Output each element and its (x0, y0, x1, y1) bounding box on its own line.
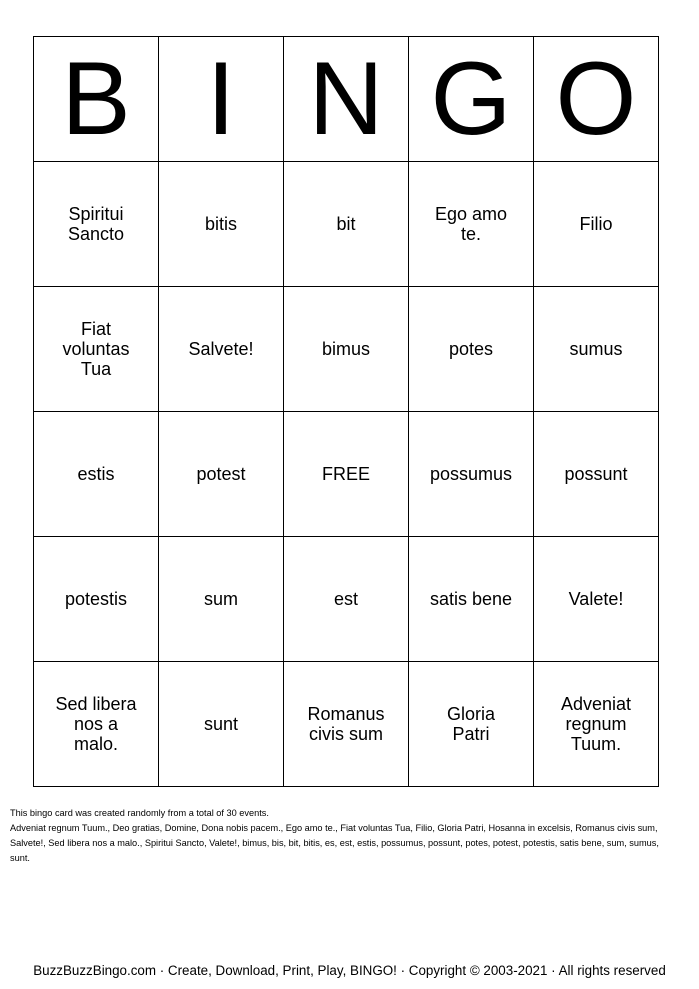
bingo-cell-text: Sed libera nos a malo. (55, 694, 137, 754)
header-letter-b: B (34, 37, 159, 162)
card-info-summary: This bingo card was created randomly from a total of 30 events. (10, 808, 269, 818)
bingo-cell-text: Adveniat regnum Tuum. (560, 694, 632, 754)
bingo-cell-text: Spiritui Sancto (67, 204, 125, 244)
bingo-row-1 (34, 162, 659, 287)
bingo-header-row (34, 37, 659, 162)
bingo-cell-text: Salvete! (188, 339, 254, 359)
page-footer: BuzzBuzzBingo.com · Create, Download, Print, Play, BINGO! · Copyright © 2003-2021 · All rights reserved (33, 963, 666, 978)
bingo-cell-text: potes (448, 339, 494, 359)
bingo-cell-text: bitis (204, 214, 237, 234)
bingo-cell (409, 162, 534, 287)
event-list: Adveniat regnum Tuum., Deo gratias, Domine, Dona nobis pacem., Ego amo te., Fiat voluntas Tua, Filio, Gloria Patri, Hosanna in excelsis, Romanus civis sum, Salvete!, Sed libera nos a malo., Spiritui Sancto, Valete!, bimus, bis, bit, bitis, es, est, estis, possumus, possunt, potes, potest, potestis, satis bene, sum, sumus, sunt. (10, 823, 659, 863)
bingo-cell (284, 662, 409, 787)
header-letter-o: O (534, 37, 659, 162)
bingo-cell (159, 662, 284, 787)
bingo-cell (534, 662, 659, 787)
bingo-cell-text: potest (196, 464, 246, 484)
card-info (10, 806, 680, 866)
bingo-cell (159, 162, 284, 287)
free-space-text: FREE (321, 464, 370, 484)
bingo-card (33, 36, 659, 787)
header-letter-n: N (284, 37, 409, 162)
bingo-row-3 (34, 412, 659, 537)
bingo-cell-text: sumus (569, 339, 623, 359)
free-space-cell (284, 412, 409, 537)
bingo-cell (34, 662, 159, 787)
bingo-cell-text: estis (77, 464, 115, 484)
bingo-cell-text: satis bene (429, 589, 513, 609)
bingo-cell (409, 537, 534, 662)
bingo-row-4 (34, 537, 659, 662)
bingo-cell (34, 412, 159, 537)
header-letter-g: G (409, 37, 534, 162)
bingo-cell (409, 662, 534, 787)
bingo-cell (159, 537, 284, 662)
bingo-cell (284, 537, 409, 662)
bingo-row-5 (34, 662, 659, 787)
bingo-cell-text: possunt (564, 464, 628, 484)
bingo-cell (34, 162, 159, 287)
bingo-cell-text: est (333, 589, 358, 609)
bingo-cell-text: Fiat voluntas Tua (62, 319, 130, 379)
bingo-cell (409, 287, 534, 412)
bingo-row-2 (34, 287, 659, 412)
bingo-cell-text: potestis (64, 589, 128, 609)
bingo-cell-text: Romanus civis sum (307, 704, 385, 744)
bingo-cell (34, 537, 159, 662)
bingo-cell (159, 287, 284, 412)
bingo-cell (534, 287, 659, 412)
bingo-cell-text: sunt (203, 714, 239, 734)
bingo-cell-text: sum (203, 589, 238, 609)
bingo-cell (534, 537, 659, 662)
header-letter-i: I (159, 37, 284, 162)
bingo-cell-text: Gloria Patri (446, 704, 495, 744)
bingo-cell (284, 287, 409, 412)
bingo-cell (34, 287, 159, 412)
bingo-cell (534, 412, 659, 537)
bingo-cell-text: bit (336, 214, 356, 234)
bingo-cell (284, 162, 409, 287)
bingo-cell (409, 412, 534, 537)
bingo-cell-text: possumus (429, 464, 513, 484)
bingo-cell-text: bimus (321, 339, 370, 359)
bingo-cell-text: Ego amo te. (434, 204, 508, 244)
bingo-cell (534, 162, 659, 287)
bingo-cell-text: Valete! (568, 589, 624, 609)
bingo-cell-text: Filio (579, 214, 613, 234)
bingo-cell (159, 412, 284, 537)
